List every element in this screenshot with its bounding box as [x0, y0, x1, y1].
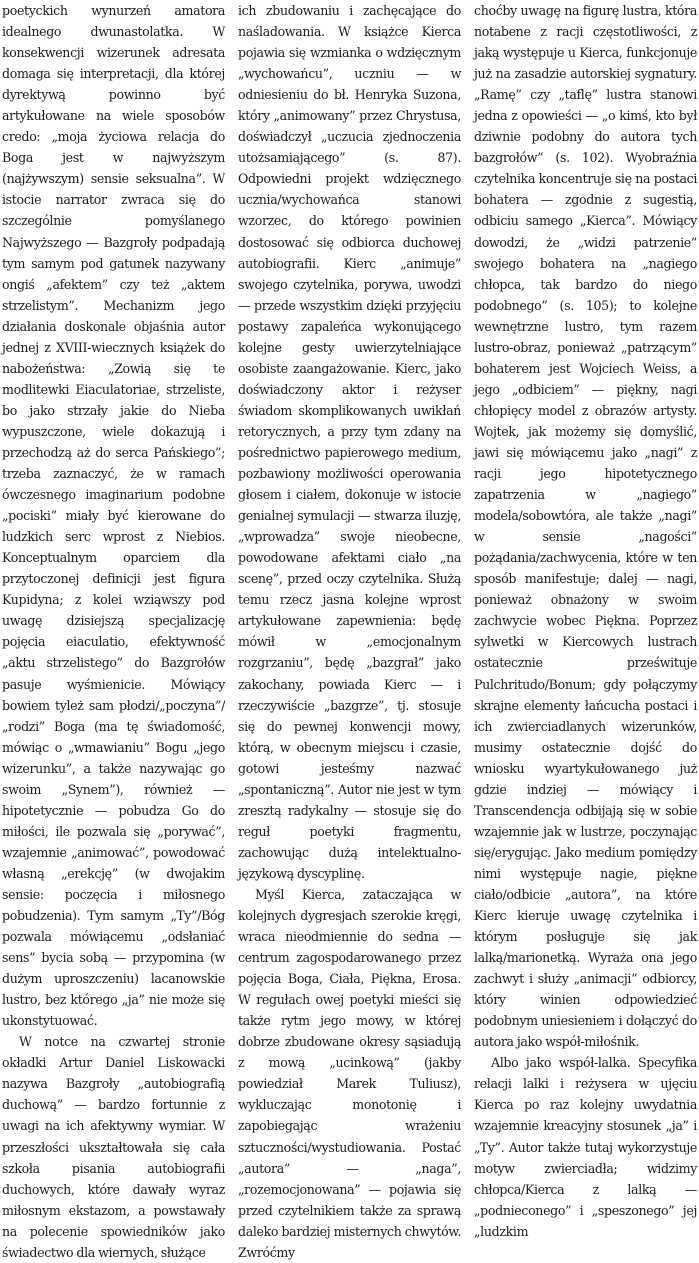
text-column-middle: [238, 0, 461, 1260]
paragraph: W notce na czwartej stronie okładki Artur Daniel Liskowacki nazywa Bazgroły „autobiografią duchową” — bardzo fortunnie z uwagi na ich afektywny wymiar. W przeszłości ukształtowała się cała szkoła pisania autobiografii duchowych, które dawały wyraz miłosnym ekstazom, a powstawały na polecenie spowiedników jako świadectwo dla wiernych, służące: [2, 1034, 225, 1260]
paragraph: choćby uwagę na figurę lustra, która notabene z racji częstotliwości, z jaką występuje u Kierca, funkcjonuje już na zasadzie autorskiej sygnatury. „Ramę” czy „taflę” lustra stanowi jedna z opowieści — „o kimś, kto był dziwnie podobny do autora tych bazgrołów” (s. 102). Wyobraźnia czytelnika koncentruje się na postaci bohatera — zgodnie z sugestią, odbiciu samego „Kierca”. Mówiący dowodzi, że „widzi patrzenie” swojego bohatera na „nagiego chłopca, tak bardzo do niego podobnego” (s. 105); to kolejne wewnętrzne lustro, tym razem lustro-obraz, ponieważ „patrzącym” bohaterem jest Wojciech Weiss, a jego „odbiciem” — piękny, nagi chłopięcy model z obrazów artysty. Wojtek, jak możemy się domyślić, jawi się mówiącemu jako „nagi” z racji jego hipotetycznego zapatrzenia w „nagiego” modela/sobowtóra, ale także „nagi” w sensie „nagości” pożądania/zachwycenia, które w ten sposób manifestuje; dalej — nagi, ponieważ obnażony w swoim zachwycie wobec Piękna. Poprzez sylwetki w Kiercowych lustrach ostatecznie prześwituje Pulchritudo/Bonum; gdy połączymy skrajne elementy łańcucha postaci i ich zwierciadlanych wizerunków, musimy ostatecznie dojść do wniosku wyartykułowanego już gdzie indziej — mówiący i Transcendencja odbijają się w sobie wzajemnie jak w lustrze, poczynając się/erygując. Jako medium pomiędzy nimi występuje nagie, piękne ciało/odbicie „autora”, na które Kierc kieruje uwagę czytelnika i którym posługuje się jak lalką/marionetką. Wyraża ona jego zachwyt i służy „animacji” odbiorcy, który winien odpowiedzieć podobnym uniesieniem i dołączyć do autora jako współ-miłośnik.: [474, 3, 697, 1050]
paragraph: Albo jako współ-lalka. Specyfika relacji lalki i reżysera w ujęciu Kierca po raz kolejny uwydatnia wzajemnie kreacyjny stosunek „ja” i „Ty”. Autor także tutaj wykorzystuje motyw zwierciadła; widzimy chłopca/Kierca z lalką — „podnieconego” i „speszonego” jej „ludzkim: [474, 1055, 697, 1239]
paragraph: ich zbudowaniu i zachęcające do naśladowania. W książce Kierca pojawia się wzmianka o wdzięcznym „wychowańcu”, uczniu — w odniesieniu do bł. Henryka Suzona, który „animowany” przez Chrystusa, doświadczył „uczucia zjednoczenia utożsamiającego” (s. 87). Odpowiedni projekt wdzięcznego ucznia/wychowańca stanowi wzorzec, do którego powinien dostosować się odbiorca duchowej autobiografii. Kierc „animuje” swojego czytelnika, porywa, uwodzi — przede wszystkim dzięki przyjęciu postawy zapaleńca wykonującego kolejne gesty uwierzytelniające osobiste zaangażowanie. Kierc, jako doświadczony aktor i reżyser świadom skomplikowanych uwikłań retorycznych, a przy tym zdany na pośrednictwo papierowego medium, pozbawiony możliwości operowania głosem i ciałem, dokonuje w istocie genialnej symulacji — stwarza iluzję, „wprowadza” swoje nieobecne, powodowane afektami ciało „na scenę”, przed oczy czytelnika. Służą temu rzecz jasna kolejne wprost artykułowane zapewnienia: będę mówił w „emocjonalnym rozgrzaniu”, będę „bazgrał” jako zakochany, powiada Kierc — i rzeczywiście „bazgrze”, tj. stosuje się do pewnej konwencji mowy, którą, w obecnym miejscu i czasie, gotowi jesteśmy nazwać „spontaniczną”. Autor nie jest w tym zresztą radykalny — stosuje się do reguł poetyki fragmentu, zachowując dużą intelektualno-językową dyscyplinę.: [238, 3, 461, 881]
paragraph: poetyckich wynurzeń amatora idealnego dwunastolatka. W konsekwencji wizerunek adresata domaga się interpretacji, dla której dyrektywą powinno być artykułowane na wiele sposobów credo: „moja życiowa relacja do Boga jest w najwyższym (najżywszym) sensie seksualna”. W istocie narrator zwraca się do szczególnie pomyślanego Najwyższego — Bazgroły podpadają tym samym pod gatunek nazywany ongiś „afektem” czy też „aktem strzelistym”. Mechanizm jego działania doskonale objaśnia autor jednej z XVIII-wiecznych książek do nabożeństwa: „Zowią się te modlitewki Eiaculatoriae, strzeliste, bo jako strzały jakie do Nieba wypuszczone, wiele dokazują i przechodzą aż do serca Pańskiego”; trzeba zaznaczyć, że w ramach ówczesnego imaginarium podobne „pociski” miały być kierowane do ludzkich serc wprost z Niebios. Konceptualnym oparciem dla przytoczonej definicji jest figura Kupidyna; z kolei wziąwszy pod uwagę dzisiejszą specjalizację pojęcia eiaculatio, efektywność „aktu strzelistego” do Bazgrołów pasuje wyśmienicie. Mówiący bowiem tyleż sam płodzi/„poczyna”/„rodzi” Boga (ma tę świadomość, mówiąc o „wmawianiu” Bogu „jego wizerunku”, a także nazywając go swoim „Synem”), również — hipotetycznie — pobudza Go do miłości, ile pozwala się „porywać”, wzajemnie „animować”, powodować własną „erekcję” (w dwojakim sensie: poczęcia i miłosnego pobudzenia). Tym samym „Ty”/Bóg pozwala mówiącemu „odsłaniać sens” bycia sobą — przypomina (w dużym uproszczeniu) lacanowskie lustro, bez którego „ja” nie może się ukonstytuować.: [2, 3, 225, 1029]
text-column-left: [2, 0, 225, 1260]
text-column-right: [474, 0, 697, 1239]
paragraph: Myśl Kierca, zataczająca w kolejnych dygresjach szerokie kręgi, wraca nieodmiennie do sedna — centrum zagospodarowanego przez pojęcia Boga, Ciała, Piękna, Erosa. W regułach owej poetyki mieści się także rytm jego mowy, w której dobrze zbudowane okresy sąsiadują z mową „ucinkową” (jakby powiedział Marek Tuliusz), wykluczając monotonię i zapobiegając wrażeniu sztuczności/wystudiowania. Postać „autora” — „naga”, „rozemocjonowana” — pojawia się przed czytelnikiem także za sprawą daleko bardziej misternych chwytów. Zwróćmy: [238, 886, 461, 1260]
